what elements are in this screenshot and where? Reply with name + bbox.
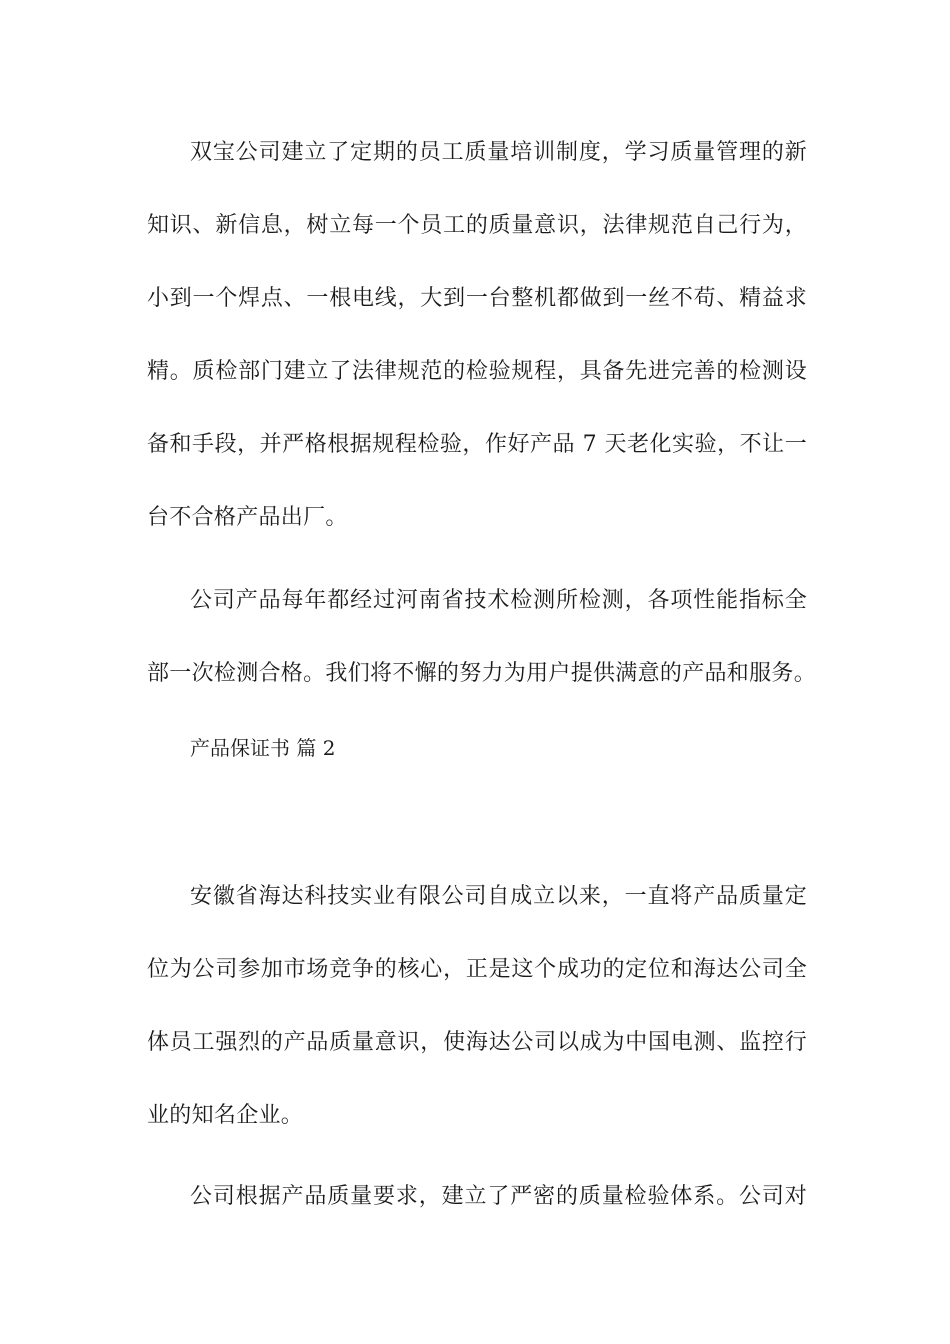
paragraph-3-line-4: 业的知名企业。 (147, 1103, 304, 1128)
paragraph-3-line-2: 位为公司参加市场竞争的核心，正是这个成功的定位和海达公司全 (147, 957, 807, 982)
paragraph-2-line-1: 公司产品每年都经过河南省技术检测所检测，各项性能指标全 (190, 588, 807, 613)
paragraph-1-line-2: 知识、新信息，树立每一个员工的质量意识，法律规范自己行为， (147, 213, 807, 238)
paragraph-1-line-6: 台不合格产品出厂。 (147, 505, 348, 530)
paragraph-1-line-1: 双宝公司建立了定期的员工质量培训制度，学习质量管理的新 (190, 140, 807, 165)
section-heading: 产品保证书 篇 2 (190, 736, 336, 760)
paragraph-4-line-1: 公司根据产品质量要求，建立了严密的质量检验体系。公司对 (190, 1184, 807, 1209)
paragraph-1-line-3: 小到一个焊点、一根电线，大到一台整机都做到一丝不苟、精益求 (147, 286, 807, 311)
paragraph-3-line-3: 体员工强烈的产品质量意识，使海达公司以成为中国电测、监控行 (147, 1030, 807, 1055)
paragraph-2-line-2: 部一次检测合格。我们将不懈的努力为用户提供满意的产品和服务。 (147, 661, 817, 686)
paragraph-1-line-5: 备和手段，并严格根据规程检验，作好产品 7 天老化实验，不让一 (147, 432, 807, 457)
paragraph-1-line-4: 精。质检部门建立了法律规范的检验规程，具备先进完善的检测设 (147, 359, 807, 384)
paragraph-3-line-1: 安徽省海达科技实业有限公司自成立以来，一直将产品质量定 (190, 884, 807, 909)
